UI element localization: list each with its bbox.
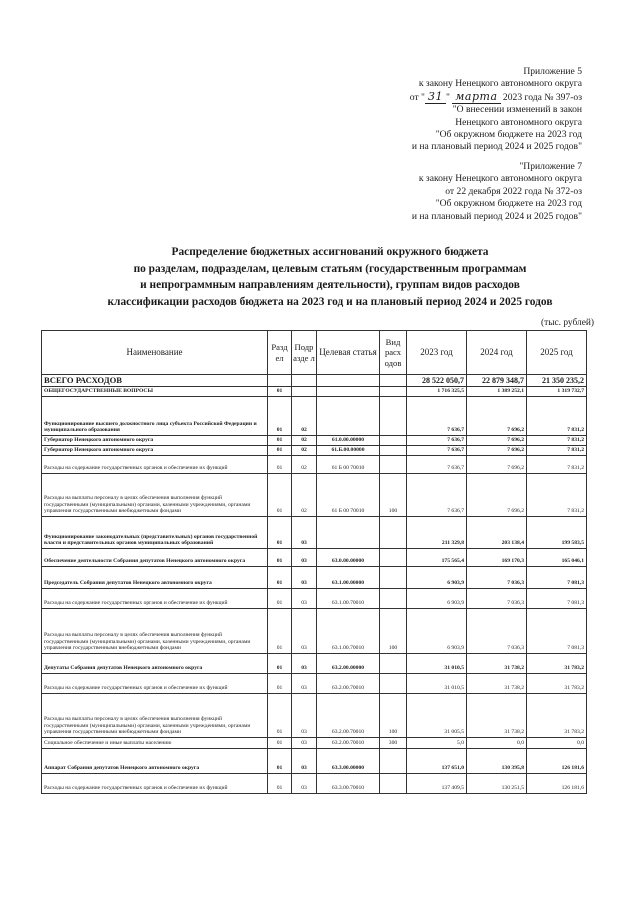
- row-section-cell: 01: [268, 397, 292, 436]
- table-row: [42, 456, 587, 474]
- row-subsection-cell: 03: [292, 517, 317, 549]
- row-section-cell: 01: [268, 654, 292, 674]
- row-subsection-cell: 02: [292, 446, 317, 456]
- row-2023-cell: 137 651,0: [407, 749, 467, 774]
- row-2023-cell: 7 636,7: [407, 446, 467, 456]
- row-2023-cell: 137 409,5: [407, 774, 467, 794]
- row-target-cell: 63.1.00.70010: [317, 589, 380, 609]
- row-2025-cell: 21 350 235,2: [527, 375, 587, 387]
- row-subsection-cell: 03: [292, 674, 317, 694]
- row-subsection-cell: 03: [292, 589, 317, 609]
- row-2025-cell: 31 783,2: [527, 694, 587, 738]
- row-target-cell: [317, 375, 380, 387]
- row-subsection-cell: [292, 387, 317, 397]
- row-type-cell: [380, 387, 407, 397]
- row-2023-cell: 6 903,9: [407, 589, 467, 609]
- row-section-cell: 01: [268, 694, 292, 738]
- row-type-cell: [380, 549, 407, 567]
- row-name-cell: Социальное обеспечение и иные выплаты населению: [42, 738, 268, 749]
- header-target-article: Целевая статья: [317, 331, 380, 375]
- row-type-cell: [380, 375, 407, 387]
- appendix-line: "О внесении изменений в закон: [452, 104, 582, 116]
- row-type-cell: [380, 436, 407, 446]
- row-2024-cell: 7 036,3: [467, 567, 527, 589]
- row-name-cell: Обеспечение деятельности Собрания депутатов Ненецкого автономного округа: [42, 549, 268, 567]
- row-2025-cell: 7 831,2: [527, 397, 587, 436]
- row-name-cell: Расходы на содержание государственных органов и обеспечение их функций: [42, 674, 268, 694]
- table-row: [42, 446, 587, 456]
- row-2025-cell: 31 783,2: [527, 654, 587, 674]
- table-row: [42, 567, 587, 589]
- appendix-line: к закону Ненецкого автономного округа: [418, 78, 582, 90]
- row-name-cell: Расходы на выплаты персоналу в целях обеспечения выполнения функций государственными (муниципальными) органами, казенными учреждениями, органами управления государственными внебюджетными фондами: [42, 474, 268, 517]
- row-type-cell: [380, 446, 407, 456]
- row-subsection-cell: 03: [292, 749, 317, 774]
- row-type-cell: [380, 654, 407, 674]
- row-subsection-cell: 03: [292, 738, 317, 749]
- row-type-cell: 100: [380, 474, 407, 517]
- row-subsection-cell: 02: [292, 474, 317, 517]
- table-row: [42, 654, 587, 674]
- row-target-cell: 63.2.00.70010: [317, 694, 380, 738]
- row-2024-cell: 7 696,2: [467, 446, 527, 456]
- table-row: [42, 694, 587, 738]
- title-line: Распределение бюджетных ассигнований окружного бюджета: [171, 246, 489, 258]
- row-section-cell: 01: [268, 517, 292, 549]
- appendix-date-line: [410, 91, 582, 104]
- row-target-cell: [317, 517, 380, 549]
- appendix-line: "Об окружном бюджете на 2023 год: [435, 198, 582, 210]
- table-row: [42, 609, 587, 654]
- row-target-cell: 61 Б 00 70010: [317, 456, 380, 474]
- header-2025: 2025 год: [527, 331, 587, 375]
- row-2025-cell: 7 831,2: [527, 474, 587, 517]
- row-type-cell: 100: [380, 694, 407, 738]
- row-2025-cell: 7 081,3: [527, 589, 587, 609]
- row-section-cell: 01: [268, 589, 292, 609]
- row-subsection-cell: 02: [292, 456, 317, 474]
- table-row: [42, 749, 587, 774]
- row-2023-cell: 31 005,5: [407, 694, 467, 738]
- row-2025-cell: 1 319 732,7: [527, 387, 587, 397]
- header-name: Наименование: [42, 331, 268, 375]
- row-name-cell: Расходы на выплаты персоналу в целях обеспечения выполнения функций государственными (муниципальными) органами, казенными учреждениями, органами управления государственными внебюджетными фондами: [42, 609, 268, 654]
- units-label: (тыс. рублей): [540, 318, 594, 328]
- header-2024: 2024 год: [467, 331, 527, 375]
- row-2024-cell: 31 738,2: [467, 654, 527, 674]
- appendix-5-header: [410, 66, 582, 154]
- row-target-cell: 63.2.00.00000: [317, 654, 380, 674]
- row-2024-cell: 0,0: [467, 738, 527, 749]
- table-row: [42, 674, 587, 694]
- row-2025-cell: 31 783,2: [527, 674, 587, 694]
- row-2023-cell: 28 522 050,7: [407, 375, 467, 387]
- row-2023-cell: 31 010,5: [407, 654, 467, 674]
- row-section-cell: 01: [268, 474, 292, 517]
- row-target-cell: [317, 387, 380, 397]
- table-row: [42, 589, 587, 609]
- row-target-cell: 63.3.00.70010: [317, 774, 380, 794]
- budget-table-body: [42, 375, 587, 794]
- row-section-cell: [268, 375, 292, 387]
- table-row: [42, 387, 587, 397]
- row-2025-cell: 126 181,6: [527, 749, 587, 774]
- row-target-cell: [317, 397, 380, 436]
- row-section-cell: 01: [268, 749, 292, 774]
- row-section-cell: 01: [268, 549, 292, 567]
- row-type-cell: [380, 397, 407, 436]
- row-2024-cell: 7 696,2: [467, 456, 527, 474]
- row-type-cell: [380, 589, 407, 609]
- table-row: [42, 436, 587, 446]
- header-2023: 2023 год: [407, 331, 467, 375]
- row-2023-cell: 7 636,7: [407, 436, 467, 446]
- row-name-cell: Расходы на содержание государственных органов и обеспечение их функций: [42, 456, 268, 474]
- row-2025-cell: 7 831,2: [527, 436, 587, 446]
- row-name-cell: Губернатор Ненецкого автономного округа: [42, 446, 268, 456]
- table-header-row: [42, 331, 587, 375]
- row-section-cell: 01: [268, 609, 292, 654]
- row-type-cell: [380, 567, 407, 589]
- row-2024-cell: 7 036,3: [467, 589, 527, 609]
- header-subsection: Подр азде л: [292, 331, 317, 375]
- row-2023-cell: 7 636,7: [407, 397, 467, 436]
- appendix-line: Ненецкого автономного округа: [455, 116, 582, 128]
- row-name-cell: Расходы на выплаты персоналу в целях обеспечения выполнения функций государственными (муниципальными) органами, казенными учреждениями, органами управления государственными внебюджетными фондами: [42, 694, 268, 738]
- appendix-line: к закону Ненецкого автономного округа: [418, 173, 582, 185]
- row-target-cell: 61.Б.00.00000: [317, 446, 380, 456]
- row-2023-cell: 7 636,7: [407, 456, 467, 474]
- table-row: [42, 774, 587, 794]
- header-expense-type: Вид расх одов: [380, 331, 407, 375]
- row-target-cell: 63.1.00.00000: [317, 567, 380, 589]
- row-name-cell: Функционирование законодательных (представительных) органов государственной власти и представительных органов муниципальных образований: [42, 517, 268, 549]
- appendix-line: и на плановый период 2024 и 2025 годов": [411, 210, 582, 222]
- row-2023-cell: 211 329,8: [407, 517, 467, 549]
- row-2024-cell: 31 738,2: [467, 674, 527, 694]
- row-section-cell: 01: [268, 456, 292, 474]
- header-section: Разд ел: [268, 331, 292, 375]
- row-2024-cell: 7 696,2: [467, 474, 527, 517]
- row-2025-cell: 7 831,2: [527, 456, 587, 474]
- handwritten-month: марта: [452, 90, 500, 104]
- row-2025-cell: 165 046,1: [527, 549, 587, 567]
- row-2024-cell: 203 138,4: [467, 517, 527, 549]
- row-2025-cell: 7 831,2: [527, 446, 587, 456]
- title-line: и непрограммным направлениям деятельности), группам видов расходов: [140, 279, 520, 292]
- row-name-cell: Губернатор Ненецкого автономного округа: [42, 436, 268, 446]
- row-section-cell: 01: [268, 446, 292, 456]
- row-subsection-cell: 03: [292, 654, 317, 674]
- row-name-cell: ВСЕГО РАСХОДОВ: [42, 375, 268, 387]
- table-row: [42, 375, 587, 387]
- row-2025-cell: 7 081,3: [527, 567, 587, 589]
- appendix-line: Приложение 5: [523, 66, 582, 77]
- table-row: [42, 549, 587, 567]
- row-target-cell: 63.2.00.70010: [317, 674, 380, 694]
- document-title: [40, 244, 620, 310]
- appendix-line: и на плановый период 2024 и 2025 годов": [411, 141, 582, 153]
- row-target-cell: 63.0.00.00000: [317, 549, 380, 567]
- row-subsection-cell: 03: [292, 549, 317, 567]
- row-target-cell: 61.0.00.00000: [317, 436, 380, 446]
- row-name-cell: ОБЩЕГОСУДАРСТВЕННЫЕ ВОПРОСЫ: [42, 387, 268, 397]
- row-name-cell: Аппарат Собрания депутатов Ненецкого автономного округа: [42, 749, 268, 774]
- row-type-cell: [380, 456, 407, 474]
- row-2024-cell: 1 389 252,1: [467, 387, 527, 397]
- row-subsection-cell: 03: [292, 694, 317, 738]
- title-line: классификации расходов бюджета на 2023 год и на плановый период 2024 и 2025 годов: [107, 295, 553, 308]
- row-name-cell: Функционирование высшего должностного лица субъекта Российской Федерации и муниципального образования: [42, 397, 268, 436]
- row-subsection-cell: 02: [292, 436, 317, 446]
- row-2024-cell: 7 696,2: [467, 436, 527, 446]
- row-2024-cell: 130 251,5: [467, 774, 527, 794]
- appendix-line: "Об окружном бюджете на 2023 год: [435, 129, 582, 141]
- row-2023-cell: 6 903,9: [407, 567, 467, 589]
- row-type-cell: 300: [380, 738, 407, 749]
- appendix-7-header: [412, 161, 582, 223]
- row-type-cell: 100: [380, 609, 407, 654]
- row-2023-cell: 175 565,4: [407, 549, 467, 567]
- table-row: [42, 397, 587, 436]
- appendix-line: от 22 декабря 2022 года № 372-оз: [445, 185, 582, 197]
- row-type-cell: [380, 774, 407, 794]
- row-2024-cell: 7 036,3: [467, 609, 527, 654]
- row-target-cell: 61 Б 00 70010: [317, 474, 380, 517]
- appendix-line: "Приложение 7: [519, 161, 582, 172]
- row-name-cell: Депутаты Собрания депутатов Ненецкого автономного округа: [42, 654, 268, 674]
- row-type-cell: [380, 517, 407, 549]
- row-section-cell: 01: [268, 436, 292, 446]
- row-section-cell: 01: [268, 387, 292, 397]
- row-2024-cell: 7 696,2: [467, 397, 527, 436]
- row-2025-cell: 199 583,5: [527, 517, 587, 549]
- row-2023-cell: 31 010,5: [407, 674, 467, 694]
- date-prefix: от ": [409, 91, 425, 103]
- row-2024-cell: 31 738,2: [467, 694, 527, 738]
- date-suffix: 2023 года № 397-оз: [502, 91, 582, 103]
- row-2025-cell: 0,0: [527, 738, 587, 749]
- row-subsection-cell: 02: [292, 397, 317, 436]
- row-2025-cell: 7 081,3: [527, 609, 587, 654]
- date-quote: ": [445, 91, 450, 103]
- row-name-cell: Расходы на содержание государственных органов и обеспечение их функций: [42, 589, 268, 609]
- row-2024-cell: 130 395,8: [467, 749, 527, 774]
- row-subsection-cell: 03: [292, 774, 317, 794]
- row-section-cell: 01: [268, 774, 292, 794]
- handwritten-day: 31: [425, 90, 446, 104]
- table-row: [42, 474, 587, 517]
- row-2024-cell: 169 170,3: [467, 549, 527, 567]
- row-section-cell: 01: [268, 674, 292, 694]
- row-subsection-cell: 03: [292, 567, 317, 589]
- row-section-cell: 01: [268, 738, 292, 749]
- row-type-cell: [380, 749, 407, 774]
- row-section-cell: 01: [268, 567, 292, 589]
- table-row: [42, 517, 587, 549]
- title-line: по разделам, подразделам, целевым статьям (государственным программам: [133, 262, 527, 275]
- row-2023-cell: 6 903,9: [407, 609, 467, 654]
- row-subsection-cell: [292, 375, 317, 387]
- row-2024-cell: 22 879 348,7: [467, 375, 527, 387]
- row-2025-cell: 126 181,6: [527, 774, 587, 794]
- table-row: [42, 738, 587, 749]
- row-2023-cell: 1 716 325,5: [407, 387, 467, 397]
- row-name-cell: Расходы на содержание государственных органов и обеспечение их функций: [42, 774, 268, 794]
- row-name-cell: Председатель Собрания депутатов Ненецкого автономного округа: [42, 567, 268, 589]
- row-2023-cell: 5,0: [407, 738, 467, 749]
- row-subsection-cell: 03: [292, 609, 317, 654]
- row-target-cell: 63.3.00.00000: [317, 749, 380, 774]
- row-type-cell: [380, 674, 407, 694]
- budget-table: [41, 330, 587, 794]
- row-2023-cell: 7 636,7: [407, 474, 467, 517]
- row-target-cell: 63.2.00.70010: [317, 738, 380, 749]
- row-target-cell: 63.1.00.70010: [317, 609, 380, 654]
